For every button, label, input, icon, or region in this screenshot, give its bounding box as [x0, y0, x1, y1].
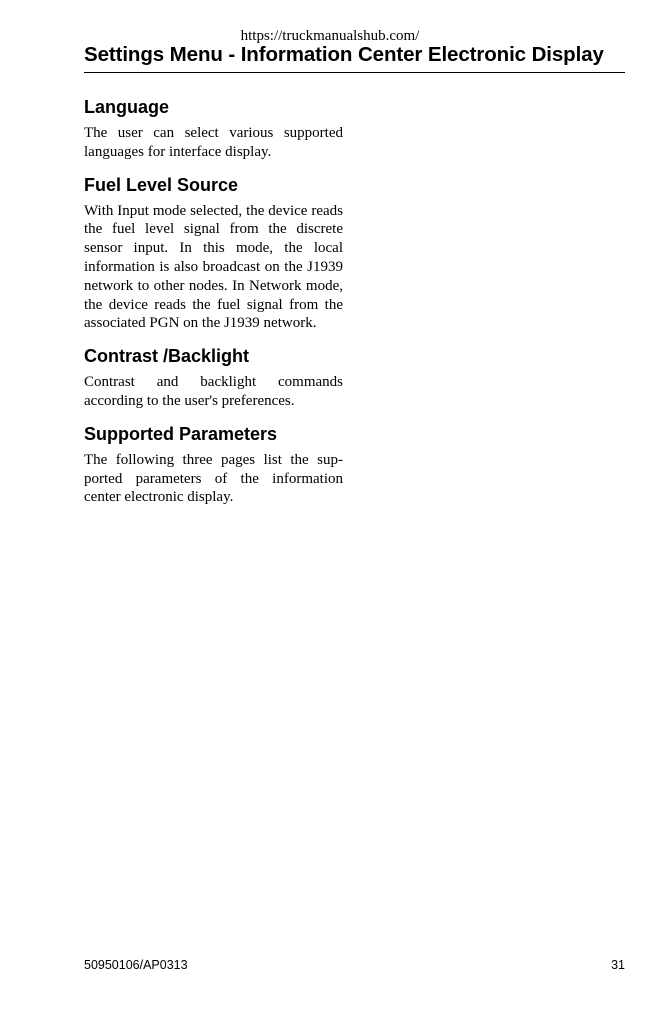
title-rule: [84, 72, 625, 73]
document-number: 50950106/AP0313: [84, 958, 188, 972]
watermark-url: https://truckmanualshub.com/: [240, 28, 420, 44]
page-number: 31: [611, 958, 625, 972]
language-heading: Language: [84, 97, 170, 117]
main-content: [84, 96, 343, 519]
language-body: The user can select various supported languages for interface display.: [84, 125, 343, 160]
contrast-backlight-body: Contrast and backlight commands according to the user's preferences.: [84, 374, 343, 409]
fuel-level-source-body: With Input mode selected, the device reads the fuel level signal from the discrete sensor input. In this mode, the local information is also broadcast on the J1939 network to other nodes. In Network mode, the device reads the fuel signal from the associated PGN on the J1939 network.: [84, 202, 343, 332]
page-title: Settings Menu - Information Center Electronic Display: [84, 43, 604, 66]
fuel-level-source-heading: Fuel Level Source: [84, 174, 239, 195]
supported-parameters-body: The following three pages list the supported parameters of the information center electronic display.: [84, 451, 343, 506]
supported-parameters-heading: Supported Parameters: [84, 423, 278, 444]
contrast-backlight-heading: Contrast /Backlight: [84, 346, 250, 367]
